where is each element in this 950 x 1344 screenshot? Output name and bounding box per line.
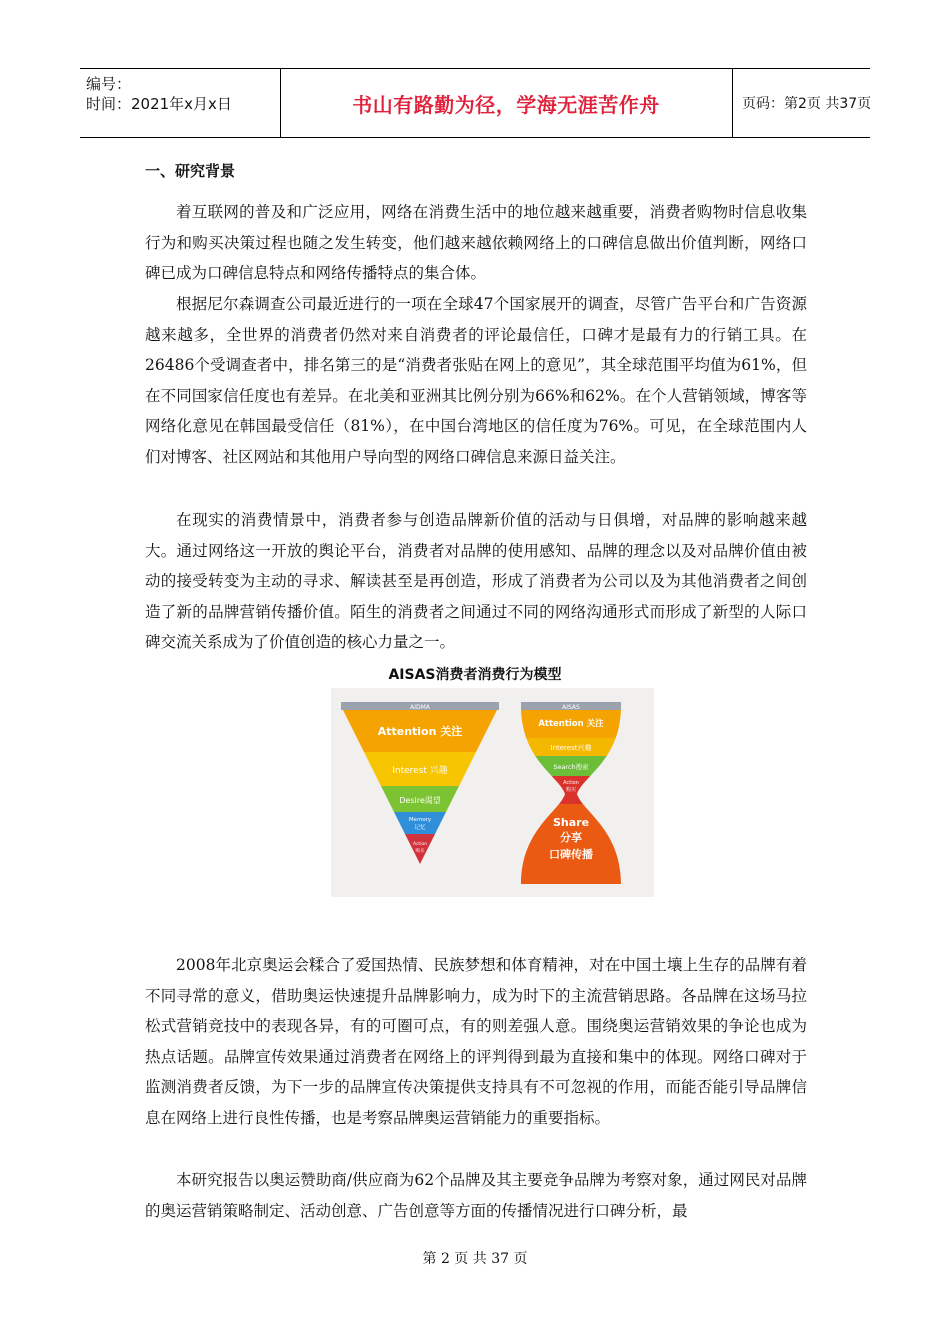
aidma-memory-cn-text: 记忆	[414, 825, 426, 831]
number-label: 编号：	[86, 75, 132, 93]
aisas-attention-text: Attention 关注	[538, 719, 604, 729]
aisas-share-text: Share	[552, 816, 590, 829]
aisas-search-text: Search搜索	[553, 763, 589, 771]
date-label: 时间：2021年x月x日	[86, 95, 232, 113]
paragraph-2: 根据尼尔森调查公司最近进行的一项在全球47个国家展开的调查，尽管广告平台和广告资源越来越多，全世界的消费者仍然对来自消费者的评论最信任，口碑才是最有力的行销工具。在26486个受调查者中，排名第三的是“消费者张贴在网上的意见”，其全球范围平均值为61%，但在不同国家信任度也有差异。在北美和亚洲其比例分别为66%和62%。在个人营销领域，博客等网络化意见在韩国最受信任（81%），在中国台湾地区的信任度为76%。可见，在全球范围内人们对博客、社区网站和其他用户导向型的网络口碑信息来源日益关注。	[145, 295, 807, 466]
aidma-interest-text: Interest 兴趣	[392, 766, 448, 776]
paragraph-1: 着互联网的普及和广泛应用，网络在消费生活中的地位越来越重要，消费者购物时信息收集行为和购买决策过程也随之发生转变，他们越来越依赖网络上的口碑信息做出价值判断，网络口碑已成为口碑信息特点和网络传播特点的集合体。	[145, 203, 807, 282]
page-footer: 第 2 页 共 37 页	[422, 1251, 528, 1267]
paragraph-4: 2008年北京奥运会糅合了爱国热情、民族梦想和体育精神，对在中国土壤上生存的品牌有着不同寻常的意义，借助奥运快速提升品牌影响力，成为时下的主流营销思路。各品牌在这场马拉松式营销竞技中的表现各异，有的可圈可点，有的则差强人意。围绕奥运营销效果的争论也成为热点话题。品牌宣传效果通过消费者在网络上的评判得到最为直接和集中的体现。网络口碑对于监测消费者反馈，为下一步的品牌宣传决策提供支持具有不可忽视的作用，而能否能引导品牌信息在网络上进行良性传播，也是考察品牌奥运营销能力的重要指标。	[145, 956, 807, 1127]
header-motto-cell	[280, 69, 733, 137]
figure-title: AISAS消费者消费行为模型	[388, 667, 562, 683]
header-page-cell	[732, 69, 870, 137]
funnel-diagram	[331, 688, 654, 897]
page-header	[80, 68, 870, 138]
section-heading: 一、研究背景	[145, 162, 236, 180]
aisas-interest-text: Interest兴趣	[550, 744, 592, 752]
motto: 书山有路勤为径，学海无涯苦作舟	[352, 93, 660, 117]
aidma-action-text: Action	[412, 842, 428, 847]
aisas-share-cn-text: 分享	[560, 831, 582, 844]
paragraph-5: 本研究报告以奥运赞助商/供应商为62个品牌及其主要竞争品牌为考察对象，通过网民对品牌的奥运营销策略制定、活动创意、广告创意等方面的传播情况进行口碑分析，最	[145, 1171, 807, 1220]
page-info: 页码：第2页 共37页	[742, 96, 872, 112]
aisas-action-text: Action	[563, 780, 579, 786]
aidma-desire-text: Desire渴望	[399, 796, 441, 805]
header-meta-cell	[80, 69, 281, 137]
aisas-action-cn-text: 购买	[565, 787, 577, 793]
aidma-label: AIDMA	[410, 704, 430, 711]
aisas-label: AISAS	[562, 704, 580, 711]
paragraph-3: 在现实的消费情景中，消费者参与创造品牌新价值的活动与日俱增，对品牌的影响越来越大。通过网络这一开放的舆论平台，消费者对品牌的使用感知、品牌的理念以及对品牌价值由被动的接受转变为主动的寻求、解读甚至是再创造，形成了消费者为公司以及为其他消费者之间创造了新的品牌营销传播价值。陌生的消费者之间通过不同的网络沟通形式而形成了新型的人际口碑交流关系成为了价值创造的核心力量之一。	[145, 511, 807, 651]
aisas-wom-text: 口碑传播	[549, 848, 593, 861]
aidma-memory-text: Memory	[408, 817, 432, 823]
aidma-attention-text: Attention 关注	[377, 725, 463, 738]
aisas-model-figure	[331, 688, 654, 897]
aidma-action-cn-text: 购买	[415, 849, 425, 854]
